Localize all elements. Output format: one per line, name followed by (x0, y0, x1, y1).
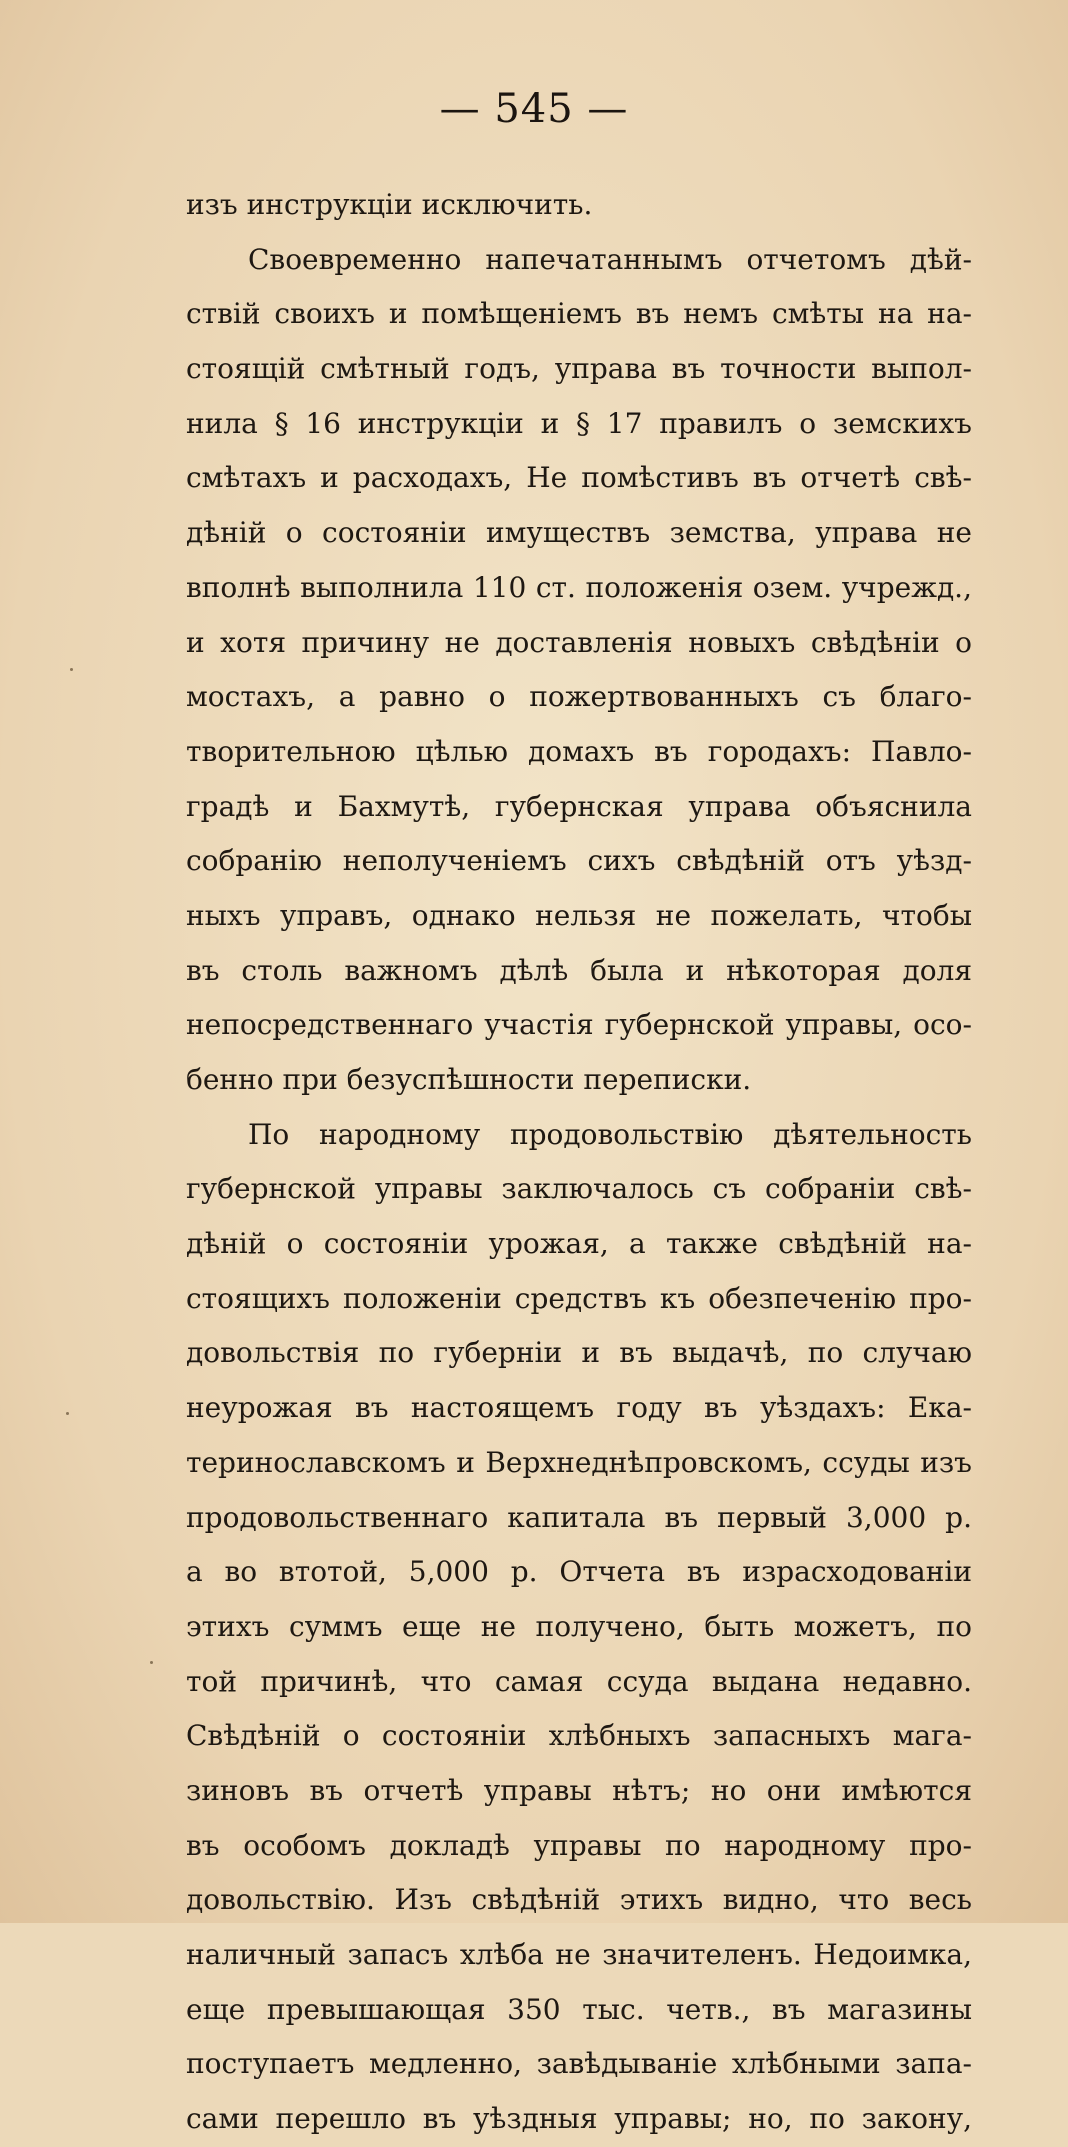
text-line: въ особомъ докладѣ управы по народному про- (186, 1828, 972, 1862)
margin-speck (70, 668, 73, 671)
text-line: изъ инструкціи исключить. (186, 188, 593, 221)
text-line: бенно при безуспѣшности переписки. (186, 1063, 752, 1096)
text-line: дѣній о состояніи имуществъ земства, управа не (186, 516, 972, 550)
text-line: а во втотой, 5,000 р. Отчета въ израсходованіи (186, 1555, 972, 1589)
text-line: теринославскомъ и Верхнеднѣпровскомъ, ссуды изъ (186, 1445, 972, 1479)
margin-speck (150, 1661, 153, 1664)
text-line: Свѣдѣній о состояніи хлѣбныхъ запасныхъ мага- (186, 1719, 972, 1753)
text-line: нила § 16 инструкціи и § 17 правилъ о земскихъ (186, 406, 972, 440)
text-line: этихъ суммъ еще не получено, быть можетъ, по (186, 1609, 972, 1643)
text-line: продовольственнаго капитала въ первый 3,000 р. (186, 1500, 972, 1534)
text-line: сами перешло въ уѣздныя управы; но, по закону, (186, 2102, 972, 2136)
text-line: градѣ и Бахмутѣ, губернская управа объяснила (186, 789, 972, 823)
text-line: По народному продовольствію дѣятельность (248, 1117, 972, 1151)
text-line: дѣній о состояніи урожая, а также свѣдѣній на- (186, 1227, 972, 1261)
text-line: творительною цѣлью домахъ въ городахъ: Павло- (186, 734, 972, 768)
text-line: неурожая въ настоящемъ году въ уѣздахъ: Ека- (186, 1391, 972, 1425)
text-line: той причинѣ, что самая ссуда выдана недавно. (186, 1664, 972, 1698)
text-line: въ столь важномъ дѣлѣ была и нѣкоторая доля (186, 953, 972, 987)
page-number: — 545 — (439, 86, 629, 132)
text-line: довольствія по губерніи и въ выдачѣ, по случаю (186, 1336, 972, 1370)
text-line: ныхъ управъ, однако нельзя не пожелать, чтобы (186, 898, 972, 932)
text-line: вполнѣ выполнила 110 ст. положенія озем. учрежд., (186, 570, 972, 604)
text-line: непосредственнаго участія губернской управы, осо- (186, 1008, 972, 1042)
text-line: ствій своихъ и помѣщеніемъ въ немъ смѣты на на- (186, 297, 972, 331)
text-line: смѣтахъ и расходахъ, Не помѣстивъ въ отчетѣ свѣ- (186, 461, 972, 495)
text-line: наличный запасъ хлѣба не значителенъ. Недоимка, (186, 1938, 972, 1971)
text-line: Своевременно напечатаннымъ отчетомъ дѣй- (248, 242, 972, 276)
margin-speck (66, 1412, 69, 1415)
text-line: зиновъ въ отчетѣ управы нѣтъ; но они имѣются (186, 1773, 972, 1807)
text-line: стоящій смѣтный годъ, управа въ точности выпол- (186, 352, 972, 386)
text-line: стоящихъ положеніи средствъ къ обезпеченію про- (186, 1281, 972, 1315)
text-line: губернской управы заключалось съ собраніи свѣ- (186, 1172, 972, 1206)
text-line: поступаетъ медленно, завѣдываніе хлѣбными запа- (186, 2047, 972, 2081)
text-line: довольствію. Изъ свѣдѣній этихъ видно, что весь (186, 1883, 972, 1917)
text-line: мостахъ, а равно о пожертвованныхъ съ благо- (186, 680, 972, 714)
text-line: еще превышающая 350 тыс. четв., въ магазины (186, 1992, 972, 2026)
text-line: и хотя причину не доставленія новыхъ свѣдѣніи о (186, 625, 972, 659)
text-line: собранію неполученіемъ сихъ свѣдѣній отъ уѣзд- (186, 844, 972, 878)
body-text (186, 178, 972, 2147)
